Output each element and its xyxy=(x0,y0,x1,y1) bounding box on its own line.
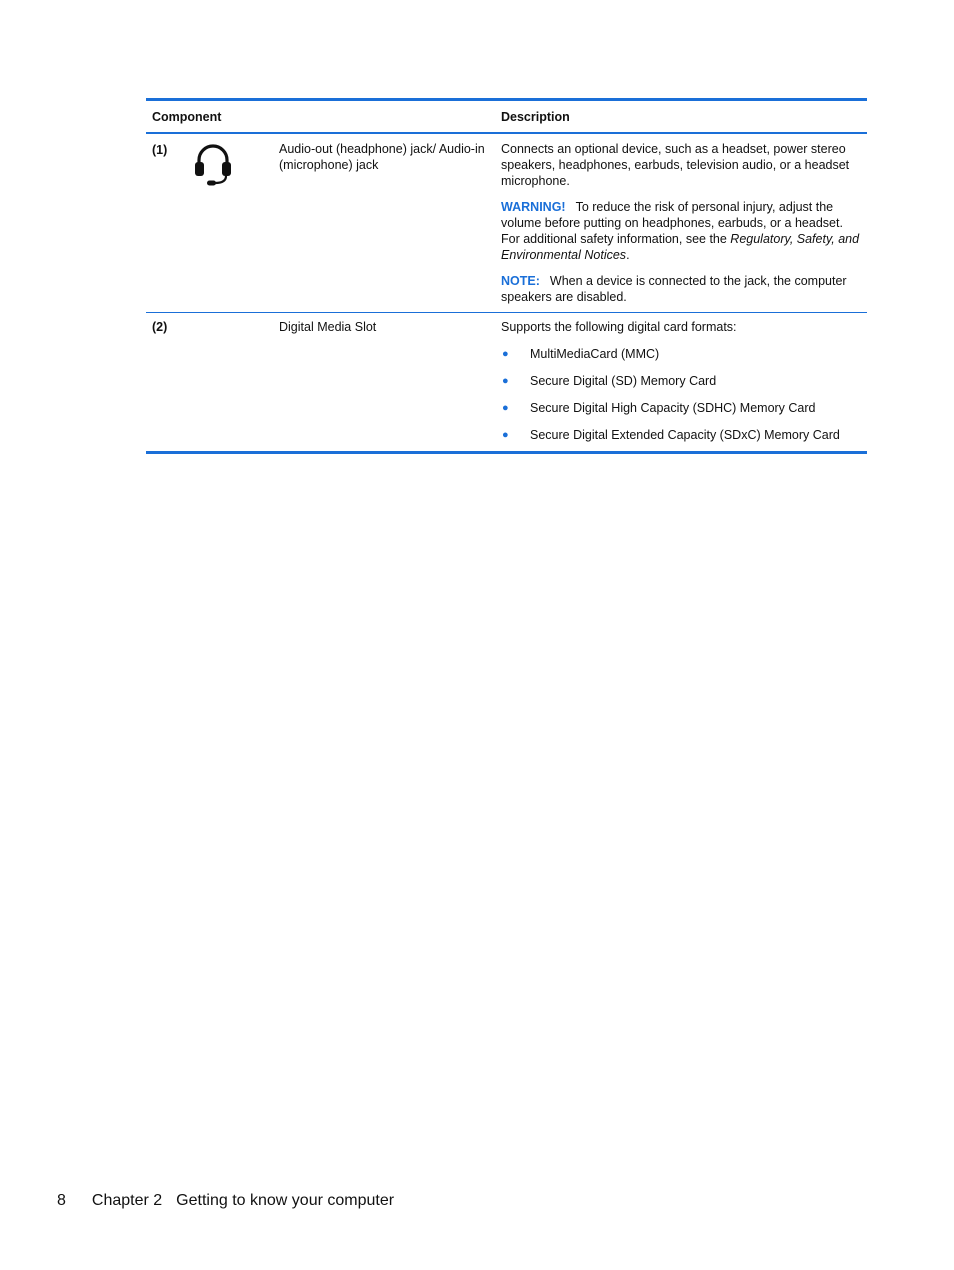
bullet-icon: ● xyxy=(502,375,509,387)
component-description xyxy=(501,319,863,443)
table-header xyxy=(146,101,867,134)
info-note xyxy=(501,273,863,305)
bullet-icon: ● xyxy=(502,402,509,414)
card-format-list xyxy=(501,346,863,443)
page-footer xyxy=(57,1192,394,1210)
description-text: Connects an optional device, such as a headset, power stereo speakers, headphones, earbuds, television audio, or a headset microphone. xyxy=(501,142,850,188)
component-name: Digital Media Slot xyxy=(279,320,377,334)
headset-icon xyxy=(193,142,233,186)
list-item-text: Secure Digital (SD) Memory Card xyxy=(530,374,717,388)
page-number: 8 xyxy=(57,1192,66,1209)
bullet-icon: ● xyxy=(502,429,509,441)
chapter-label: Chapter 2 xyxy=(91,1192,163,1209)
description-text: Supports the following digital card formats: xyxy=(501,320,737,334)
header-component: Component xyxy=(152,110,222,124)
table-row xyxy=(146,134,867,313)
note-text: When a device is connected to the jack, the computer speakers are disabled. xyxy=(501,274,847,304)
component-table xyxy=(146,98,867,454)
list-item xyxy=(501,346,863,362)
row-number: (2) xyxy=(152,320,168,334)
header-description: Description xyxy=(501,110,570,124)
component-description xyxy=(501,141,863,315)
warning-end: . xyxy=(626,248,630,262)
list-item-text: MultiMediaCard (MMC) xyxy=(530,347,660,361)
warning-label: WARNING! xyxy=(501,200,566,214)
note-label: NOTE: xyxy=(501,274,540,288)
list-item-text: Secure Digital High Capacity (SDHC) Memory Card xyxy=(530,401,816,415)
table-row xyxy=(146,313,867,451)
list-item-text: Secure Digital Extended Capacity (SDxC) Memory Card xyxy=(530,428,840,442)
row-number: (1) xyxy=(152,143,168,157)
chapter-title: Getting to know your computer xyxy=(176,1192,395,1209)
bullet-icon: ● xyxy=(502,348,509,360)
warning-doc-title: Regulatory, Safety, and Environmental Notices xyxy=(501,232,860,262)
warning-text: To reduce the risk of personal injury, adjust the volume before putting on headphones, earbuds, or a headset. For additional safety information, see the xyxy=(501,200,843,246)
component-name: Audio-out (headphone) jack/ Audio-in (microphone) jack xyxy=(279,142,485,172)
list-item xyxy=(501,373,863,389)
warning-note xyxy=(501,199,863,263)
list-item xyxy=(501,400,863,416)
list-item xyxy=(501,427,863,443)
